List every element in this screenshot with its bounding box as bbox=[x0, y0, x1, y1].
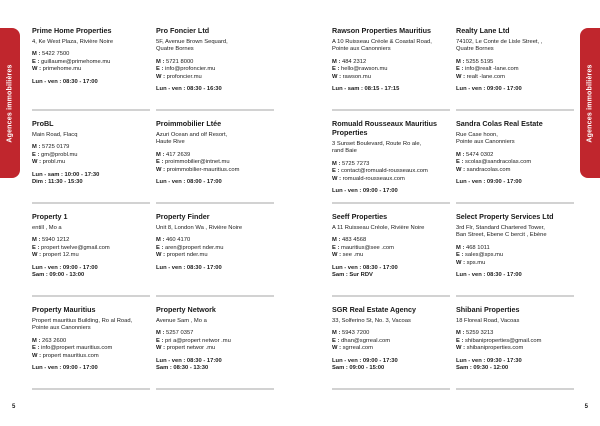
agency-card bbox=[456, 119, 574, 212]
website-value: propert nder.mu bbox=[166, 252, 208, 259]
hours-line: Lun - ven : 08:30 - 17:00 bbox=[32, 78, 98, 85]
hours-line: Lun - ven : 09:00 - 17:00 bbox=[32, 264, 98, 271]
email-value: info@realt -lane.com bbox=[465, 66, 519, 73]
agency-address bbox=[32, 39, 150, 46]
phone-label: M : bbox=[456, 58, 466, 65]
address-line: Rue Case hoon, bbox=[456, 132, 498, 138]
website-row bbox=[32, 252, 150, 259]
agency-contacts bbox=[332, 59, 450, 81]
phone-row bbox=[332, 330, 450, 337]
email-label: E : bbox=[32, 58, 42, 65]
address-line: 3rd Flr, Standard Chartered Tower, bbox=[456, 225, 545, 231]
phone-row bbox=[32, 144, 150, 151]
website-value: see .mu bbox=[342, 252, 364, 259]
email-label: E : bbox=[456, 252, 466, 259]
divider bbox=[156, 295, 274, 297]
hours-line: Sam : 09:30 - 12:00 bbox=[456, 365, 509, 372]
address-line: Propert mauritius Building, Ro al Road, bbox=[32, 318, 133, 324]
website-row bbox=[32, 66, 150, 73]
hours-line: Lun - ven : 09:00 - 17:00 bbox=[456, 86, 522, 93]
agency-card bbox=[156, 119, 274, 212]
agency-name: Property Finder bbox=[156, 212, 210, 221]
email-label: E : bbox=[456, 159, 466, 166]
divider bbox=[156, 202, 274, 204]
phone-value: 5474 0302 bbox=[465, 151, 494, 158]
opening-hours bbox=[456, 358, 574, 373]
agency-card bbox=[332, 212, 450, 305]
page-number-right: 5 bbox=[584, 404, 588, 410]
opening-hours bbox=[456, 86, 574, 93]
divider bbox=[32, 388, 150, 390]
hours-line: Lun - ven : 08:00 - 17:00 bbox=[156, 179, 222, 186]
website-label: W : bbox=[32, 159, 43, 166]
website-value: probl.mu bbox=[42, 159, 66, 166]
agency-address bbox=[332, 39, 450, 54]
hours-line: Lun - sam : 08:15 - 17:15 bbox=[332, 86, 400, 93]
hours-line: Sam : 09:00 - 13:00 bbox=[32, 272, 85, 279]
website-label: W : bbox=[456, 166, 467, 173]
agency-card bbox=[332, 119, 450, 212]
website-value: propert networ .mu bbox=[166, 345, 216, 352]
phone-value: 5943 7200 bbox=[341, 330, 370, 337]
divider bbox=[456, 388, 574, 390]
agency-contacts bbox=[156, 237, 274, 259]
website-value: sps.mu bbox=[466, 259, 486, 266]
opening-hours bbox=[32, 79, 150, 86]
hours-line: Dim : 11:30 - 15:30 bbox=[32, 179, 83, 186]
email-value: guillaume@primehome.mu bbox=[41, 58, 111, 65]
website-value: sandracolas.com bbox=[466, 166, 511, 173]
website-row bbox=[156, 252, 274, 259]
address-line: Ban Street, Ebene C bercit , Ebène bbox=[456, 232, 547, 239]
website-label: W : bbox=[456, 73, 467, 80]
email-label: E : bbox=[332, 244, 342, 251]
email-value: hello@rawson.mu bbox=[341, 66, 388, 73]
address-line: 5F, Avenue Brown Sequard, bbox=[156, 39, 228, 45]
website-label: W : bbox=[156, 345, 167, 352]
phone-value: 417 2639 bbox=[165, 151, 191, 158]
website-row bbox=[456, 260, 574, 267]
hours-line: Lun - ven : 08:30 - 17:00 bbox=[332, 264, 398, 271]
agency-contacts bbox=[456, 59, 574, 81]
website-label: W : bbox=[32, 252, 43, 259]
email-value: contact@romuald-rousseaux.com bbox=[341, 168, 428, 175]
agency-name: Shibani Properties bbox=[456, 305, 520, 314]
hours-line: Sam : Sur RDV bbox=[332, 272, 373, 279]
agency-card bbox=[32, 305, 150, 398]
phone-label: M : bbox=[332, 237, 342, 244]
website-row bbox=[156, 74, 274, 81]
phone-label: M : bbox=[456, 244, 466, 251]
website-label: W : bbox=[332, 345, 343, 352]
divider bbox=[456, 295, 574, 297]
hours-line: Lun - ven : 08:30 - 17:00 bbox=[156, 264, 222, 271]
agency-address bbox=[456, 225, 574, 240]
email-value: info@profoncier.mu bbox=[165, 66, 216, 73]
phone-label: M : bbox=[32, 144, 42, 151]
phone-value: 460 4170 bbox=[165, 237, 191, 244]
hours-line: Lun - ven : 09:00 - 17:00 bbox=[456, 179, 522, 186]
email-row bbox=[32, 59, 150, 66]
hours-line: Lun - ven : 09:00 - 17:00 bbox=[32, 365, 98, 372]
email-value: sales@sps.mu bbox=[465, 252, 504, 259]
divider bbox=[32, 109, 150, 111]
website-value: proimmobilier-mauritius.com bbox=[166, 166, 240, 173]
agency-name: Proimmobilier Ltée bbox=[156, 119, 222, 128]
agency-card bbox=[32, 119, 150, 212]
email-label: E : bbox=[32, 151, 42, 158]
address-line: Haute Rive bbox=[156, 139, 185, 146]
website-label: W : bbox=[332, 252, 343, 259]
email-row bbox=[456, 159, 574, 166]
email-row bbox=[456, 338, 574, 345]
address-line: Azuri Ocean and olf Resort, bbox=[156, 132, 228, 138]
email-row bbox=[456, 66, 574, 73]
agency-card bbox=[156, 212, 274, 305]
address-line: 18 Floreal Road, Vacoas bbox=[456, 318, 520, 324]
website-label: W : bbox=[456, 345, 467, 352]
website-row bbox=[156, 167, 274, 174]
website-value: propert 12.mu bbox=[42, 252, 79, 259]
divider bbox=[332, 109, 450, 111]
agency-name: Realty Lane Ltd bbox=[456, 26, 510, 35]
agency-address bbox=[456, 318, 574, 325]
email-value: shibaniproperties@gmail.com bbox=[465, 337, 542, 344]
email-value: dhan@sgrreal.com bbox=[341, 337, 391, 344]
opening-hours bbox=[32, 365, 150, 372]
opening-hours bbox=[32, 265, 150, 280]
opening-hours bbox=[156, 265, 274, 272]
email-label: E : bbox=[156, 159, 166, 166]
agency-card bbox=[456, 305, 574, 398]
agency-address bbox=[156, 132, 274, 147]
phone-value: 5940 1212 bbox=[41, 237, 70, 244]
agency-name: Rawson Properties Mauritius bbox=[332, 26, 432, 35]
hours-line: Lun - ven : 08:30 - 17:00 bbox=[456, 272, 522, 279]
website-label: W : bbox=[156, 166, 167, 173]
agency-contacts bbox=[332, 161, 450, 183]
email-label: E : bbox=[156, 337, 166, 344]
email-value: mauritius@see .com bbox=[341, 244, 394, 251]
phone-row bbox=[456, 59, 574, 66]
address-line: Avenue Sam , Mo a bbox=[156, 318, 207, 324]
website-value: rawson.mu bbox=[342, 73, 371, 80]
address-line: 3 Sunset Boulevard, Route Ro ale, bbox=[332, 141, 422, 147]
phone-label: M : bbox=[332, 330, 342, 337]
agency-card bbox=[456, 26, 574, 119]
agency-address bbox=[456, 132, 574, 147]
opening-hours bbox=[332, 265, 450, 280]
agency-address bbox=[156, 225, 274, 232]
address-line: Pointe aux Canonniers bbox=[456, 139, 515, 146]
agency-address bbox=[332, 225, 450, 232]
website-label: W : bbox=[332, 73, 343, 80]
address-line: Main Road, Flacq bbox=[32, 132, 78, 138]
email-row bbox=[332, 66, 450, 73]
agency-contacts bbox=[156, 330, 274, 352]
divider bbox=[156, 109, 274, 111]
divider bbox=[32, 202, 150, 204]
email-row bbox=[456, 252, 574, 259]
phone-value: 5259 3213 bbox=[465, 330, 494, 337]
email-label: E : bbox=[32, 345, 42, 352]
email-label: E : bbox=[32, 244, 42, 251]
phone-row bbox=[156, 59, 274, 66]
agency-contacts bbox=[456, 330, 574, 352]
page-number-left: 5 bbox=[12, 404, 16, 410]
section-tab-right bbox=[580, 28, 600, 178]
email-label: E : bbox=[156, 244, 166, 251]
phone-row bbox=[456, 330, 574, 337]
address-line: A 11 Ruisseau Créole, Rivière Noire bbox=[332, 225, 425, 231]
agency-column-2 bbox=[156, 26, 274, 398]
phone-value: 5257 0357 bbox=[165, 330, 194, 337]
phone-value: 263 2600 bbox=[41, 337, 67, 344]
website-row bbox=[156, 345, 274, 352]
phone-row bbox=[456, 152, 574, 159]
hours-line: Sam : 08:30 - 13:30 bbox=[156, 365, 209, 372]
phone-label: M : bbox=[32, 237, 42, 244]
opening-hours bbox=[156, 179, 274, 186]
website-value: primehome.mu bbox=[42, 66, 82, 73]
email-value: aren@propert nder.mu bbox=[165, 244, 224, 251]
phone-label: M : bbox=[32, 51, 42, 58]
website-row bbox=[456, 74, 574, 81]
agency-name: Property Network bbox=[156, 305, 216, 314]
hours-line: Lun - ven : 09:00 - 17:30 bbox=[332, 357, 398, 364]
email-label: E : bbox=[332, 337, 342, 344]
address-line: 4, Ke West Plaza, Rivière Noire bbox=[32, 39, 114, 45]
website-row bbox=[332, 252, 450, 259]
agency-name: Sandra Colas Real Estate bbox=[456, 119, 543, 128]
website-label: W : bbox=[32, 352, 43, 359]
agency-contacts bbox=[32, 51, 150, 73]
hours-line: Lun - ven : 08:30 - 17:00 bbox=[156, 357, 222, 364]
email-row bbox=[32, 345, 150, 352]
phone-label: M : bbox=[32, 337, 42, 344]
website-value: realt -lane.com bbox=[466, 73, 505, 80]
opening-hours bbox=[332, 86, 450, 93]
email-row bbox=[156, 159, 274, 166]
phone-value: 5725 7273 bbox=[341, 160, 370, 167]
agency-card bbox=[156, 26, 274, 119]
website-value: sgrreal.com bbox=[342, 345, 373, 352]
email-value: propert twelve@gmail.com bbox=[41, 244, 110, 251]
address-line: Pointe aux Canonniers bbox=[32, 325, 91, 332]
section-tab-label: Agences immobilières bbox=[6, 63, 14, 143]
phone-row bbox=[332, 161, 450, 168]
section-tab-left bbox=[0, 28, 20, 178]
agency-contacts bbox=[332, 330, 450, 352]
address-line: entill , Mo a bbox=[32, 225, 62, 231]
opening-hours bbox=[332, 188, 450, 195]
email-value: gm@probl.mu bbox=[41, 151, 78, 158]
agency-name: ProBL bbox=[32, 119, 54, 128]
opening-hours bbox=[156, 358, 274, 373]
agency-card bbox=[32, 212, 150, 305]
website-row bbox=[332, 176, 450, 183]
address-line: Quatre Bornes bbox=[456, 46, 494, 53]
email-row bbox=[156, 245, 274, 252]
phone-value: 5255 5195 bbox=[465, 58, 494, 65]
website-value: romuald-rousseaux.com bbox=[342, 175, 405, 182]
email-row bbox=[32, 245, 150, 252]
email-row bbox=[332, 338, 450, 345]
phone-label: M : bbox=[156, 58, 166, 65]
agency-name: Seeff Properties bbox=[332, 212, 388, 221]
agency-name: Select Property Services Ltd bbox=[456, 212, 554, 221]
agency-address bbox=[32, 132, 150, 139]
hours-line: Lun - ven : 08:30 - 16:30 bbox=[156, 86, 222, 93]
agency-contacts bbox=[456, 152, 574, 174]
phone-row bbox=[156, 237, 274, 244]
phone-row bbox=[156, 152, 274, 159]
phone-label: M : bbox=[156, 330, 166, 337]
email-value: scolas@sandracolas.com bbox=[465, 159, 532, 166]
website-row bbox=[32, 159, 150, 166]
phone-row bbox=[332, 237, 450, 244]
agency-contacts bbox=[32, 144, 150, 166]
website-row bbox=[456, 167, 574, 174]
opening-hours bbox=[32, 172, 150, 187]
phone-row bbox=[32, 51, 150, 58]
agency-card bbox=[32, 26, 150, 119]
agency-address bbox=[332, 141, 450, 156]
website-label: W : bbox=[156, 73, 167, 80]
phone-value: 5725 0179 bbox=[41, 144, 70, 151]
email-value: pri a@propert networ .mu bbox=[165, 337, 231, 344]
email-row bbox=[156, 338, 274, 345]
agency-contacts bbox=[332, 237, 450, 259]
website-label: W : bbox=[332, 175, 343, 182]
website-value: propert mauritius.com bbox=[42, 352, 99, 359]
divider bbox=[156, 388, 274, 390]
email-row bbox=[332, 245, 450, 252]
email-label: E : bbox=[332, 168, 342, 175]
divider bbox=[456, 109, 574, 111]
opening-hours bbox=[456, 272, 574, 279]
agency-name: Prime Home Properties bbox=[32, 26, 112, 35]
agency-contacts bbox=[456, 245, 574, 267]
phone-row bbox=[156, 330, 274, 337]
email-value: info@propert mauritius.com bbox=[41, 345, 113, 352]
website-row bbox=[456, 345, 574, 352]
website-value: shibaniproperties.com bbox=[466, 345, 524, 352]
phone-row bbox=[332, 59, 450, 66]
email-row bbox=[32, 152, 150, 159]
agency-column-3 bbox=[332, 26, 450, 398]
agency-address bbox=[32, 318, 150, 333]
agency-card bbox=[456, 212, 574, 305]
opening-hours bbox=[156, 86, 274, 93]
phone-label: M : bbox=[456, 330, 466, 337]
phone-value: 5721 8000 bbox=[165, 58, 194, 65]
agency-contacts bbox=[156, 152, 274, 174]
website-label: W : bbox=[456, 259, 467, 266]
agency-address bbox=[332, 318, 450, 325]
email-label: E : bbox=[456, 337, 466, 344]
website-label: W : bbox=[32, 66, 43, 73]
opening-hours bbox=[456, 179, 574, 186]
hours-line: Lun - ven : 09:00 - 17:00 bbox=[332, 188, 398, 195]
address-line: rand Baie bbox=[332, 148, 357, 155]
phone-row bbox=[32, 338, 150, 345]
agency-address bbox=[456, 39, 574, 54]
address-line: Unit 8, London Wa , Rivière Noire bbox=[156, 225, 243, 231]
phone-value: 468 1011 bbox=[465, 244, 490, 251]
email-value: proimmobilier@intnet.mu bbox=[165, 159, 230, 166]
agency-contacts bbox=[32, 338, 150, 360]
address-line: 33, Solferino St, No. 3, Vacoas bbox=[332, 318, 411, 324]
address-line: A 10 Ruisseau Créole & Coastal Road, bbox=[332, 39, 432, 45]
phone-label: M : bbox=[156, 151, 166, 158]
website-row bbox=[32, 353, 150, 360]
email-label: E : bbox=[332, 66, 342, 73]
agency-address bbox=[156, 39, 274, 54]
website-row bbox=[332, 345, 450, 352]
hours-line: Lun - sam : 10:00 - 17:30 bbox=[32, 171, 100, 178]
agency-address bbox=[32, 225, 150, 232]
divider bbox=[456, 202, 574, 204]
agency-name: Property 1 bbox=[32, 212, 68, 221]
opening-hours bbox=[332, 358, 450, 373]
agency-card bbox=[332, 305, 450, 398]
agency-card bbox=[332, 26, 450, 119]
agency-name: Property Mauritius bbox=[32, 305, 96, 314]
email-row bbox=[332, 168, 450, 175]
divider bbox=[332, 295, 450, 297]
phone-value: 484 2312 bbox=[341, 58, 367, 65]
website-label: W : bbox=[156, 252, 167, 259]
email-label: E : bbox=[456, 66, 466, 73]
hours-line: Sam : 09:00 - 15:00 bbox=[332, 365, 385, 372]
website-value: profoncier.mu bbox=[166, 73, 202, 80]
section-tab-label: Agences immobilières bbox=[586, 63, 594, 143]
agency-column-4 bbox=[456, 26, 574, 398]
phone-value: 5422 7500 bbox=[41, 51, 70, 58]
agency-column-1 bbox=[32, 26, 150, 398]
agency-address bbox=[156, 318, 274, 325]
website-row bbox=[332, 74, 450, 81]
agency-contacts bbox=[156, 59, 274, 81]
agency-name: SGR Real Estate Agency bbox=[332, 305, 417, 314]
divider bbox=[32, 295, 150, 297]
email-row bbox=[156, 66, 274, 73]
phone-label: M : bbox=[456, 151, 466, 158]
hours-line: Lun - ven : 09:30 - 17:30 bbox=[456, 357, 522, 364]
phone-row bbox=[456, 245, 574, 252]
phone-label: M : bbox=[332, 160, 342, 167]
phone-row bbox=[32, 237, 150, 244]
agency-card bbox=[156, 305, 274, 398]
phone-label: M : bbox=[156, 237, 166, 244]
agency-name: Romuald Rousseaux Mauritius Properties bbox=[332, 119, 438, 137]
phone-value: 483 4568 bbox=[341, 237, 367, 244]
phone-label: M : bbox=[332, 58, 342, 65]
divider bbox=[332, 202, 450, 204]
address-line: Pointe aux Canonniers bbox=[332, 46, 391, 53]
agency-name: Pro Foncier Ltd bbox=[156, 26, 210, 35]
divider bbox=[332, 388, 450, 390]
address-line: Quatre Bornes bbox=[156, 46, 194, 53]
address-line: 74102, Le Conte de Lisle Street, , bbox=[456, 39, 543, 45]
agency-contacts bbox=[32, 237, 150, 259]
email-label: E : bbox=[156, 66, 166, 73]
